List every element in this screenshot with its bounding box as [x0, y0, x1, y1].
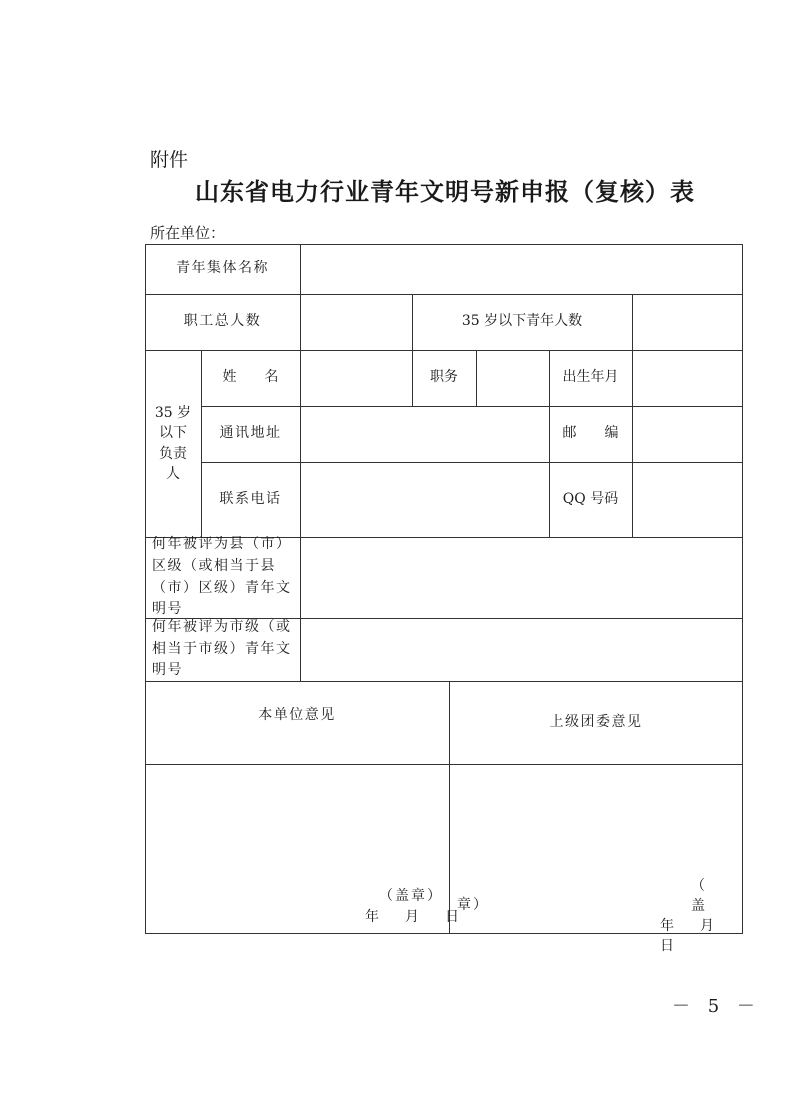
leader-group-line: 以下 [158, 425, 187, 442]
county-award-label: 何年被评为县（市）区级（或相当于县（市）区级）青年文明号 [152, 536, 292, 618]
leader-group-line: 负责 [158, 445, 187, 462]
name-field[interactable] [301, 351, 411, 405]
birth-field[interactable] [633, 351, 741, 405]
position-field[interactable] [477, 351, 548, 405]
city-award-label: 何年被评为市级（或相当于市级）青年文明号 [152, 618, 292, 679]
total-staff-label: 职工总人数 [183, 313, 262, 330]
city-award-field[interactable] [301, 619, 741, 680]
address-field[interactable] [301, 407, 548, 461]
position-label: 职务 [430, 369, 458, 386]
unit-label: 所在单位： [150, 224, 226, 242]
leader-group-line: 人 [165, 465, 180, 482]
youth-count-field[interactable] [633, 295, 741, 349]
right-date-text: 年 月 日 [660, 918, 740, 954]
qq-field[interactable] [633, 463, 741, 536]
table-border-right [742, 244, 743, 934]
league-opinion-label: 上级团委意见 [549, 713, 643, 730]
right-seal-text-b: 章） [457, 897, 489, 913]
county-award-field[interactable] [301, 538, 741, 617]
youth-count-label: 35 岁以下青年人数 [461, 313, 583, 330]
left-date-text: 年 月 日 [365, 909, 465, 925]
left-seal-text: （盖章） [379, 888, 443, 904]
birth-label: 出生年月 [562, 369, 619, 386]
group-name-label: 青年集体名称 [176, 260, 269, 277]
unit-opinion-label: 本单位意见 [258, 706, 336, 723]
group-name-field[interactable] [301, 245, 741, 293]
attachment-label: 附件 [150, 149, 189, 171]
form-title: 山东省电力行业青年文明号新申报（复核）表 [195, 177, 695, 206]
table-border-bottom [145, 933, 743, 934]
postcode-field[interactable] [633, 407, 741, 461]
postcode-label: 邮 编 [562, 425, 619, 442]
address-label: 通讯地址 [219, 425, 282, 442]
application-form-table [145, 244, 743, 954]
leader-group-line: 35 岁 [154, 404, 192, 421]
leader-group-label [145, 350, 201, 537]
phone-label: 联系电话 [219, 490, 282, 507]
phone-field[interactable] [301, 463, 548, 536]
total-staff-field[interactable] [301, 295, 411, 349]
name-label: 姓 名 [222, 369, 279, 386]
right-seal-text-a: （ 盖 [691, 878, 727, 914]
qq-label: QQ 号码 [562, 490, 619, 507]
page-number: － 5 － [672, 996, 761, 1017]
